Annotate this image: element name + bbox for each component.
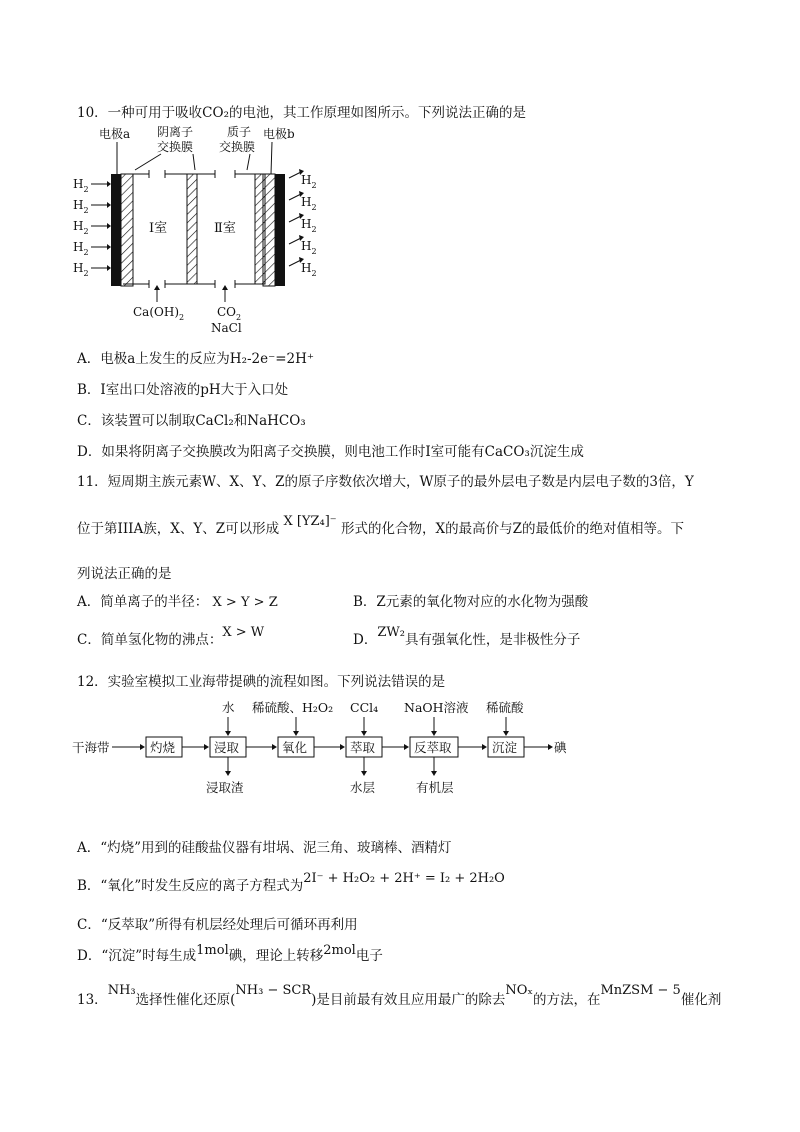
flow-input-ccl4: CCl₄ [350, 700, 379, 715]
q13-line1: 13．NH₃选择性催化还原(NH₃ − SCR)是目前最有效且应用最广的除去NOₓ的方法，在MnZSM − 5催化剂 [77, 983, 722, 1008]
flow-end: 碘 [554, 740, 567, 755]
q10-battery-diagram [65, 124, 325, 339]
flow-input-water: 水 [222, 700, 235, 715]
q11-option-c: C．简单氢化物的沸点：X > W [77, 625, 265, 648]
flow-step-burn: 灼烧 [150, 740, 176, 755]
svg-text:H2: $H_2$ [73, 177, 89, 194]
q12-option-a: A．“灼烧”用到的硅酸盐仪器有坩埚、泥三角、玻璃棒、酒精灯 [77, 840, 452, 856]
inlet-nacl-label: NaCl [211, 321, 242, 335]
electrode-b [275, 174, 285, 286]
flow-step-back-extract: 反萃取 [414, 740, 452, 755]
flow-output-organic-layer: 有机层 [416, 780, 454, 795]
room-1-label: Ⅰ室 [149, 221, 168, 236]
flow-step-oxidize: 氧化 [282, 740, 308, 755]
q12-stem: 12．实验室模拟工业海带提碘的流程如图。下列说法错误的是 [77, 674, 446, 690]
svg-text:H2: $H_2$ [301, 239, 317, 256]
inlet-caoh2-label: $Ca(OH)_2$ [133, 305, 185, 322]
anion-membrane-label-2: 交换膜 [157, 140, 194, 154]
flow-output-residue: 浸取渣 [206, 780, 244, 795]
q12-option-b: B．“氧化”时发生反应的离子方程式为2I⁻ + H₂O₂ + 2H⁺ = I₂ + 2H₂O [77, 871, 505, 894]
room-2-label: Ⅱ室 [214, 221, 236, 236]
anion-membrane-label-1: 阴离子 [157, 125, 194, 139]
svg-text:H2: $H_2$ [301, 217, 317, 234]
q10-option-b: B．Ⅰ室出口处溶液的pH大于入口处 [77, 382, 289, 398]
flow-step-precipitate: 沉淀 [492, 740, 518, 755]
q11-line2: 位于第IIIA族，X、Y、Z可以形成 X [YZ₄]⁻ 形式的化合物，X的最高价与Z的最低价的绝对值相等。下 [77, 514, 684, 537]
electrode-b-label: 电极b [263, 127, 295, 141]
svg-text:H2: $H_2$ [301, 195, 317, 212]
flow-step-extract: 萃取 [350, 740, 376, 755]
flow-input-acid-h2o2: 稀硫酸、H₂O₂ [252, 700, 334, 715]
flow-input-naoh: NaOH溶液 [404, 700, 469, 715]
flow-step-leach: 浸取 [214, 740, 240, 755]
electrode-b-catalyst [263, 174, 275, 286]
q10-stem: 10．一种可用于吸收CO₂的电池，其工作原理如图所示。下列说法正确的是 [77, 105, 526, 121]
q11-formula: X [YZ₄]⁻ [283, 514, 337, 529]
q11-line3: 列说法正确的是 [77, 566, 172, 582]
q12-option-c: C．“反萃取”所得有机层经处理后可循环再利用 [77, 917, 358, 933]
proton-membrane-label-2: 交换膜 [219, 140, 256, 154]
h2-inlet-arrows [73, 177, 111, 278]
svg-text:H2: $H_2$ [73, 198, 89, 215]
electrode-a [111, 174, 121, 286]
inlet-co2-label: $CO_2$ [217, 305, 242, 322]
q11-line1: 11．短周期主族元素W、X、Y、Z的原子序数依次增大，W原子的最外层电子数是内层电子数的3倍，Y [77, 474, 694, 490]
svg-text:H2: $H_2$ [73, 219, 89, 236]
flow-start: 干海带 [72, 740, 110, 755]
q11-option-b: B．Z元素的氧化物对应的水化物为强酸 [353, 594, 589, 610]
q11-option-a: A．简单离子的半径： X > Y > Z [77, 594, 278, 610]
q10-option-c: C．该装置可以制取CaCl₂和NaHCO₃ [77, 413, 306, 429]
q12-option-d: D．“沉淀”时每生成1mol碘，理论上转移2mol电子 [77, 943, 383, 964]
flow-input-dilute-acid: 稀硫酸 [486, 700, 524, 715]
h2-outlet-arrows [289, 169, 317, 278]
q11-option-d: D．ZW₂具有强氧化性，是非极性分子 [353, 625, 581, 648]
anion-exchange-membrane [187, 174, 197, 284]
q10-option-a: A．电极a上发生的反应为H₂-2e⁻=2H⁺ [77, 351, 315, 367]
q12-flowchart [72, 700, 632, 800]
svg-text:H2: $H_2$ [73, 240, 89, 257]
electrode-a-catalyst [121, 174, 133, 286]
electrode-a-label: 电极a [99, 127, 131, 141]
proton-membrane-label-1: 质子 [227, 125, 252, 139]
svg-text:H2: $H_2$ [301, 173, 317, 190]
svg-text:H2: $H_2$ [73, 261, 89, 278]
flow-output-water-layer: 水层 [350, 780, 376, 795]
svg-text:H2: $H_2$ [301, 261, 317, 278]
q10-option-d: D．如果将阴离子交换膜改为阳离子交换膜，则电池工作时Ⅰ室可能有CaCO₃沉淀生成 [77, 444, 584, 460]
